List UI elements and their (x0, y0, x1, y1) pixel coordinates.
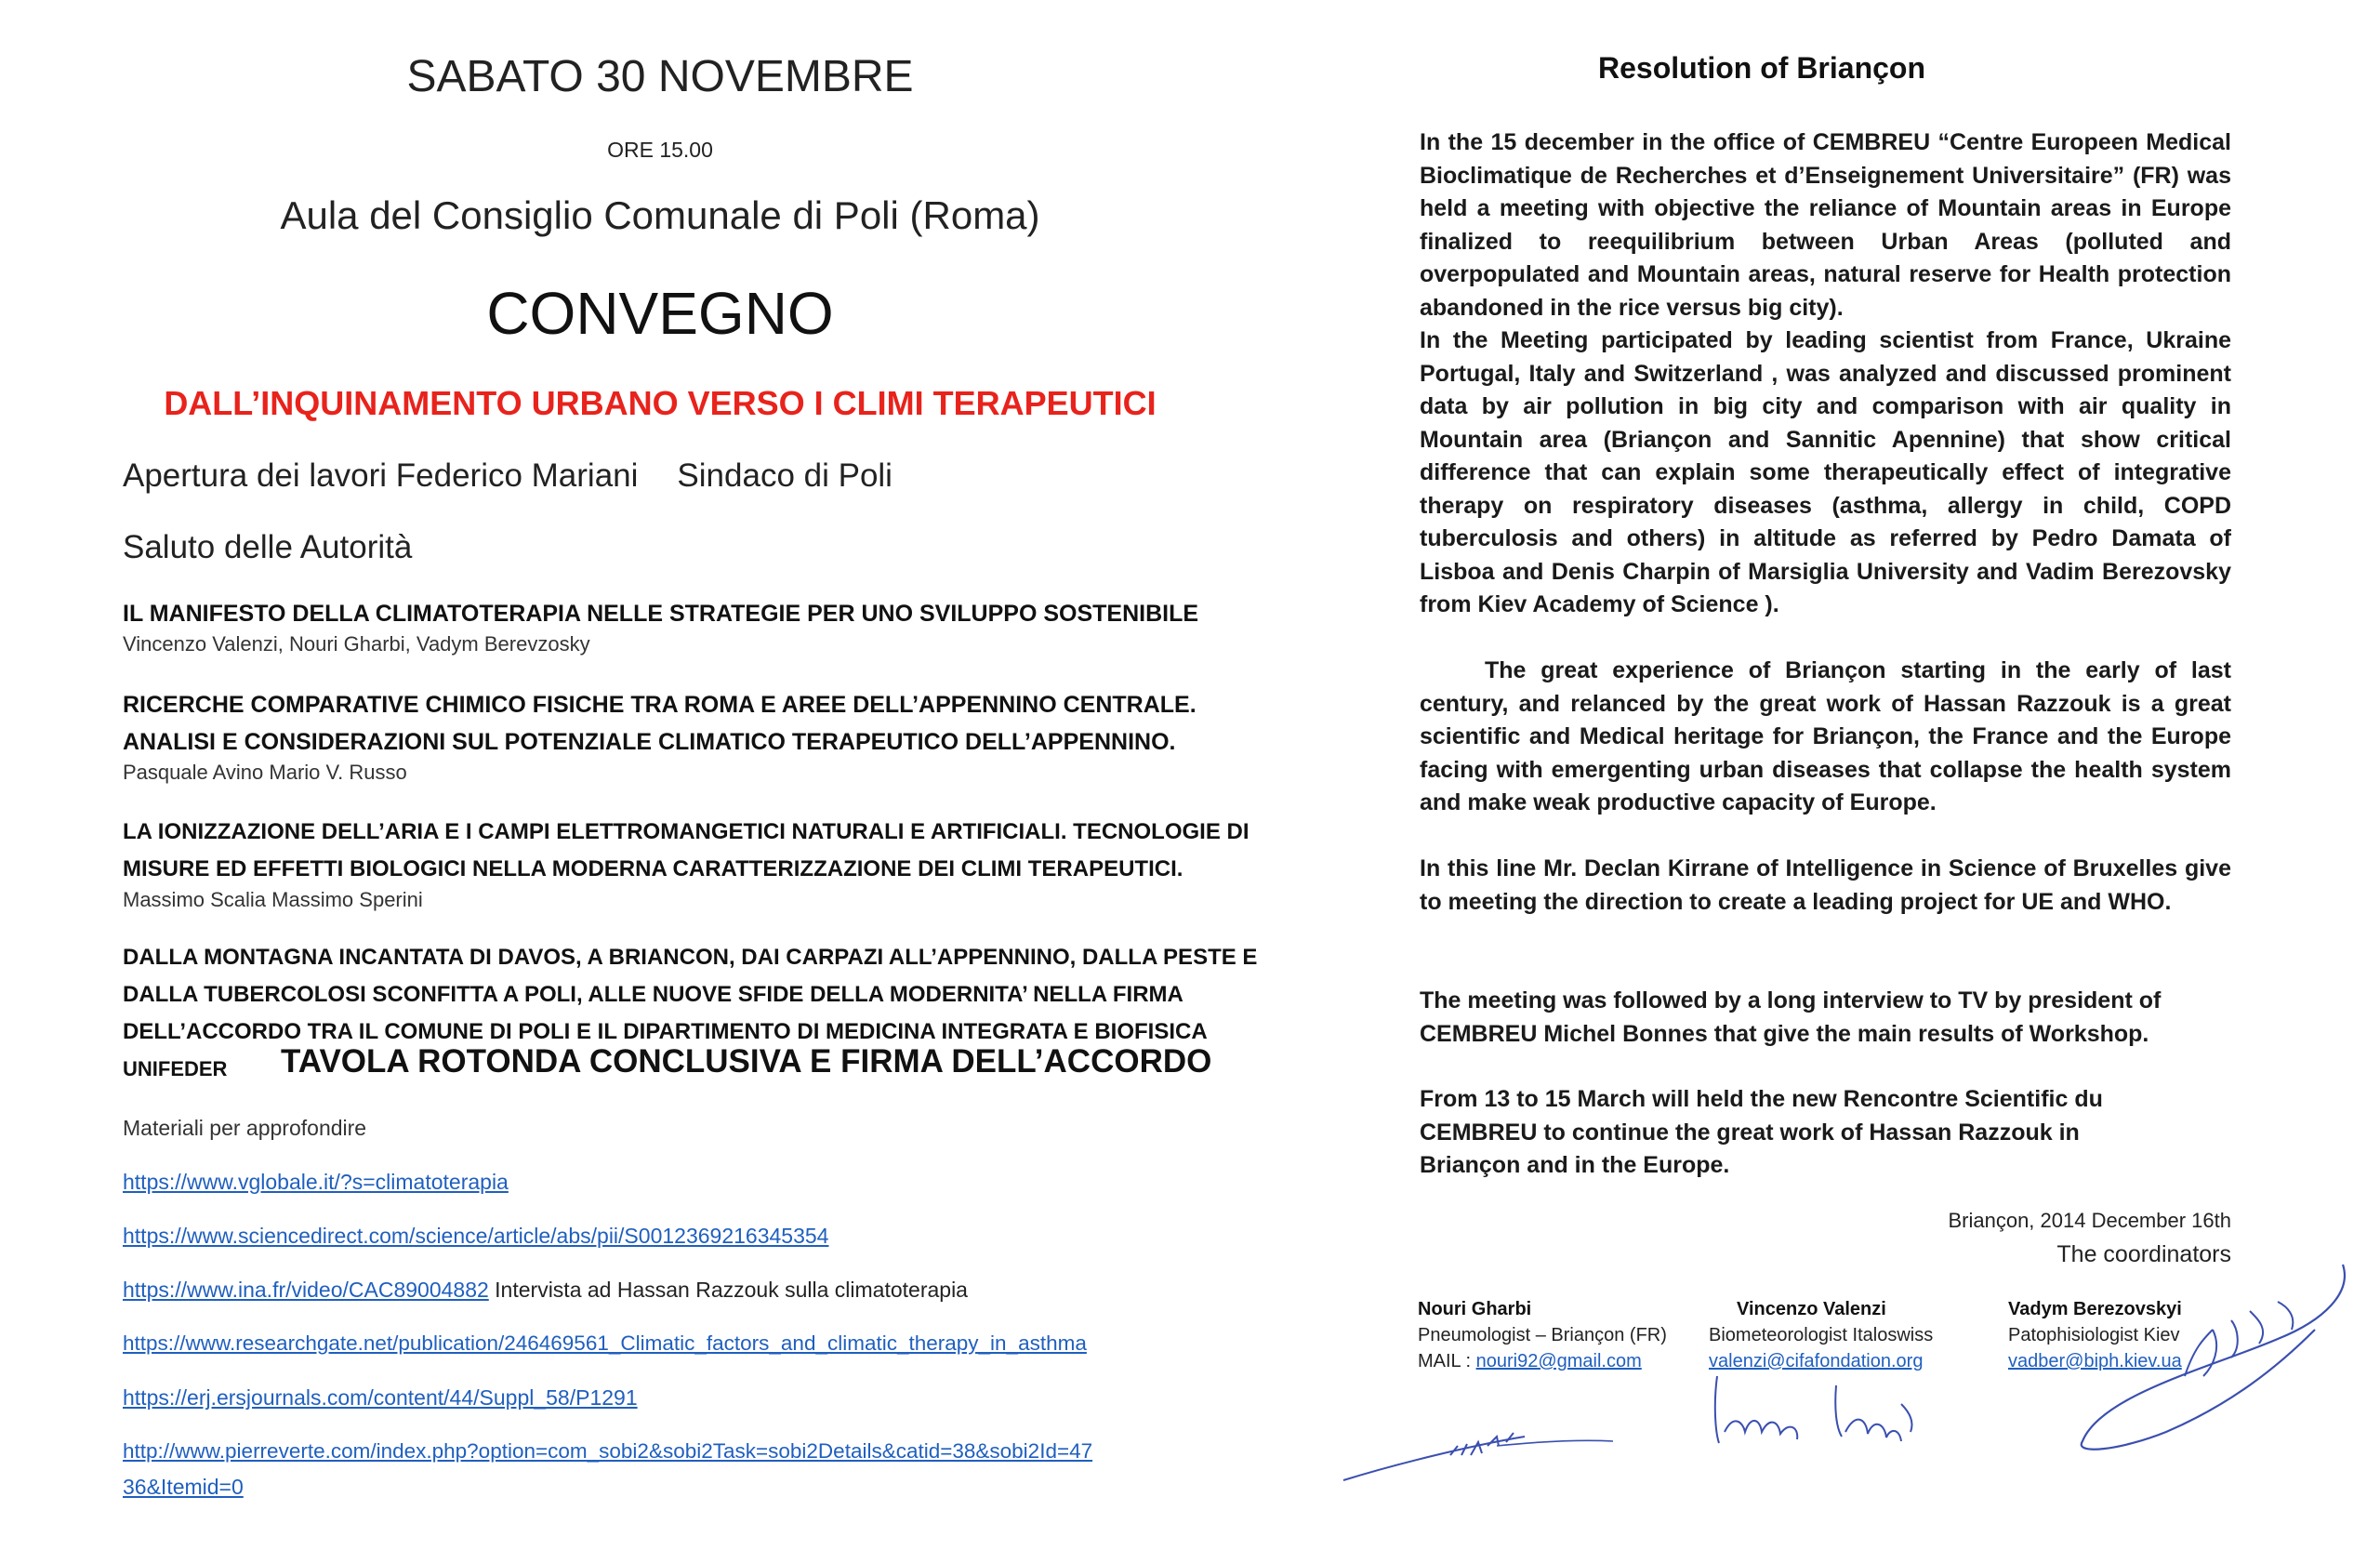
reference-link[interactable]: https://www.sciencedirect.com/science/article/abs/pii/S0012369216345354 (123, 1224, 829, 1248)
resolution-paragraph: The meeting was followed by a long interview to TV by president of CEMBREU Michel Bonnes that give the main results of Workshop. (1420, 987, 2162, 1047)
session-title-line: MISURE ED EFFETTI BIOLOGICI NELLA MODERNA CARATTERIZZAZIONE DEI CLIMI TERAPEUTICI. (123, 856, 1183, 881)
session-title-line: DALLA TUBERCOLOSI SCONFITTA A POLI, ALLE NUOVE SFIDE DELLA MODERNITA’ NELLA FIRMA (123, 982, 1183, 1007)
event-type-heading: CONVEGNO (486, 280, 834, 347)
opening-role: Sindaco di Poli (677, 457, 892, 494)
resolution-letter (1283, 0, 2380, 1550)
session-1 (123, 595, 1198, 656)
reference-link[interactable]: https://erj.ersjournals.com/content/44/Suppl_58/P1291 (123, 1385, 638, 1410)
resolution-paragraph: In the Meeting participated by leading scientist from France, Ukraine Portugal, Italy and Switzerland , was analyzed and discussed prominent data by air pollution in big city and comparison with air quality in Mountain area (Briançon and Sannitic Apennine) that show critical difference that can explain some therapeutically effect of integrative therapy on respiratory diseases (asthma, allergy in child, COPD tuberculosis and others) in altitude as referred by Pedro Damata of Lisboa and Denis Charpin of Marsiglia University and Vadim Berezovsky from Kiev Academy of Science ). (1420, 327, 2231, 617)
signatory-role: Patophisiologist Kiev (2008, 1325, 2180, 1345)
coordinators-label: The coordinators (2056, 1241, 2231, 1267)
event-date-title: SABATO 30 NOVEMBRE (406, 52, 914, 101)
signatory-email[interactable]: valenzi@cifafondation.org (1709, 1351, 1924, 1371)
signatory-name: Vincenzo Valenzi (1737, 1299, 1886, 1319)
event-subtitle: DALL’INQUINAMENTO URBANO VERSO I CLIMI TERAPEUTICI (164, 384, 1157, 422)
place-date: Briançon, 2014 December 16th (1948, 1209, 2231, 1232)
mail-label: MAIL : (1418, 1351, 1476, 1371)
reference-link[interactable]: https://www.ina.fr/video/CAC89004882 (123, 1278, 489, 1302)
event-venue: Aula del Consiglio Comunale di Poli (Roma) (280, 193, 1040, 237)
resolution-paragraph: In the 15 december in the office of CEMBREU “Centre Europeen Medical Bioclimatique de Recherches et d’Enseignement Universitaire” (FR) was held a meeting with objective the reliance of Mountain areas in Europe finalized to reequilibrium between Urban Areas (polluted and overpopulated and Mountain areas, natural reserve for Health protection abandoned in the rice versus big city). (1420, 129, 2231, 321)
signatory-email[interactable]: vadber@biph.kiev.ua (2008, 1351, 2182, 1371)
signatory-valenzi (1709, 1296, 1933, 1374)
signatory-role: Biometeorologist Italoswiss (1709, 1325, 1934, 1345)
session-title-line: DALLA MONTAGNA INCANTATA DI DAVOS, A BRIANCON, DAI CARPAZI ALL’APPENNINO, DALLA PESTE E (123, 945, 1258, 970)
reference-link[interactable]: http://www.pierreverte.com/index.php?option=com_sobi2&sobi2Task=sobi2Details&catid=38&sobi2Id=47 (123, 1439, 1093, 1463)
resolution-paragraph: The great experience of Briançon starting in the early of last century, and relanced by the great work of Hassan Razzouk is a great scientific and Medical heritage for Briançon, the France and the Europe facing with emergenting urban diseases that collapse the health system and make weak productive capacity of Europe. (1420, 657, 2231, 815)
opening-line (123, 457, 892, 495)
reference-link-continuation[interactable]: 36&Itemid=0 (123, 1475, 244, 1499)
signatory-name: Vadym Berezovskyi (2008, 1299, 2182, 1319)
signatory-email[interactable]: nouri92@gmail.com (1475, 1351, 1642, 1371)
session-title-line: ANALISI E CONSIDERAZIONI SUL POTENZIALE CLIMATICO TERAPEUTICO DELL’APPENNINO. (123, 729, 1176, 755)
signatory-name: Nouri Gharbi (1418, 1299, 1532, 1319)
event-time: ORE 15.00 (607, 138, 713, 162)
session-4 (123, 939, 1257, 1051)
signature-valenzi (1706, 1367, 1985, 1451)
session-authors: Vincenzo Valenzi, Nouri Gharbi, Vadym Berevzosky (123, 632, 590, 656)
resolution-title: Resolution of Briançon (1598, 51, 1925, 85)
session-title-line: RICERCHE COMPARATIVE CHIMICO FISICHE TRA ROMA E AREE DELL’APPENNINO CENTRALE. (123, 692, 1197, 718)
reference-link-note: Intervista ad Hassan Razzouk sulla climatoterapia (488, 1278, 968, 1302)
reference-link[interactable]: https://www.researchgate.net/publication/246469561_Climatic_factors_and_climatic_therapy_in_asthma (123, 1331, 1087, 1355)
signature-gharbi (1339, 1395, 1618, 1488)
session-authors: Massimo Scalia Massimo Sperini (123, 888, 423, 911)
greeting-line: Saluto delle Autorità (123, 529, 413, 565)
session-title-line: LA IONIZZAZIONE DELL’ARIA E I CAMPI ELETTROMANGETICI NATURALI E ARTIFICIALI. TECNOLOGIE DI (123, 819, 1250, 844)
reference-link[interactable]: https://www.vglobale.it/?s=climatoterapia (123, 1170, 509, 1194)
materials-label: Materiali per approfondire (123, 1116, 367, 1140)
session-authors: Pasquale Avino Mario V. Russo (123, 761, 407, 784)
signatory-role: Pneumologist – Briançon (FR) (1418, 1325, 1667, 1345)
session-3 (123, 814, 1250, 912)
roundtable-label: UNIFEDER (123, 1057, 228, 1080)
signatory-mail (1418, 1348, 1667, 1374)
resolution-paragraph: From 13 to 15 March will held the new Rencontre Scientific du CEMBREU to continue the great work of Hassan Razzouk in Briançon and in the Europe. (1420, 1086, 2103, 1178)
session-2 (123, 686, 1197, 785)
session-title-line: DELL’ACCORDO TRA IL COMUNE DI POLI E IL DIPARTIMENTO DI MEDICINA INTEGRATA E BIOFISICA (123, 1019, 1208, 1044)
resolution-paragraph: In this line Mr. Declan Kirrane of Intelligence in Science of Bruxelles give to meeting the direction to create a leading project for UE and WHO. (1420, 855, 2231, 915)
roundtable-title: TAVOLA ROTONDA CONCLUSIVA E FIRMA DELL’ACCORDO (281, 1043, 1212, 1080)
signatory-gharbi (1418, 1296, 1667, 1374)
reference-link-row (123, 1278, 968, 1303)
session-title-line: IL MANIFESTO DELLA CLIMATOTERAPIA NELLE STRATEGIE PER UNO SVILUPPO SOSTENIBILE (123, 601, 1199, 627)
signature-berezovskyi (2045, 1255, 2361, 1460)
opening-text: Apertura dei lavori Federico Mariani (123, 457, 639, 494)
